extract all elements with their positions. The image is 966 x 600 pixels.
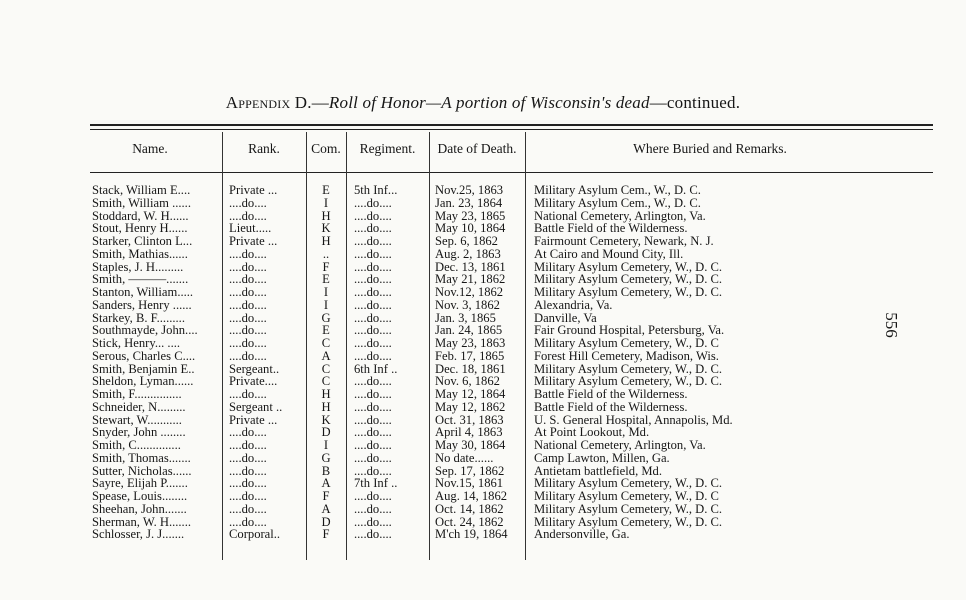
cell-rank: ....do.... [229,348,267,363]
cell-com: H [321,234,331,248]
cell-date: May 12, 1864 [435,387,506,401]
header-name: Name. [132,141,168,156]
cell-date: Jan. 24, 1865 [435,323,503,338]
cell-name: Schlosser, J. J....... [92,527,185,542]
cell-date: Sep. 17, 1862 [435,463,505,478]
cell-name: Stack, William E.... [92,183,191,197]
cell-regiment: ....do.... [354,285,392,299]
header-regiment: Regiment. [359,141,416,156]
cell-name: Staples, J. H......... [92,259,184,274]
header-rank: Rank. [248,141,280,156]
cell-com: G [321,310,331,325]
cell-com: H [321,387,331,401]
cell-rank: ....do.... [229,463,267,478]
cell-buried: At Cairo and Mound City, Ill. [534,246,684,261]
cell-com: C [321,361,331,376]
cell-date: May 23, 1865 [435,208,506,223]
cell-rank: Corporal.. [229,527,281,542]
cell-buried: Fair Ground Hospital, Petersburg, Va. [534,323,725,338]
cell-date: Sep. 6, 1862 [435,234,498,248]
cell-regiment: 6th Inf .. [354,361,398,376]
cell-date: No date...... [435,450,494,465]
cell-name: Smith, ———....... [92,272,189,287]
cell-buried: Military Asylum Cemetery, W., D. C. [534,514,723,529]
cell-buried: Military Asylum Cemetery, W., D. C. [534,501,723,516]
cell-name: Sutter, Nicholas...... [92,463,192,478]
header-buried: Where Buried and Remarks. [633,141,787,156]
cell-date: May 10, 1864 [435,221,506,236]
cell-rank: ....do.... [229,259,267,274]
table-row [0,528,966,541]
cell-com: A [321,348,331,363]
cell-rank: Private ... [229,412,278,427]
cell-name: Sayre, Elijah P....... [92,476,188,491]
cell-buried: Military Asylum Cem., W., D. C. [534,183,701,197]
cell-buried: Camp Lawton, Millen, Ga. [534,450,670,465]
cell-name: Spease, Louis........ [92,489,188,503]
cell-date: M'ch 19, 1864 [435,527,508,542]
table-row [0,337,966,350]
cell-date: Dec. 13, 1861 [435,259,506,274]
header-rule [90,172,933,173]
cell-name: Sheldon, Lyman...... [92,374,194,389]
cell-rank: ....do.... [229,246,267,261]
cell-regiment: 5th Inf... [354,183,398,197]
cell-regiment: ....do.... [354,450,392,465]
header-date: Date of Death. [437,141,517,156]
cell-name: Sherman, W. H....... [92,514,191,529]
cell-buried: Military Asylum Cemetery, W., D. C. [534,285,723,299]
cell-rank: Sergeant.. [229,361,280,376]
cell-buried: Military Asylum Cemetery, W., D. C. [534,361,723,376]
cell-name: Southmayde, John.... [92,323,198,338]
cell-com: F [322,259,330,274]
cell-buried: Forest Hill Cemetery, Madison, Wis. [534,348,719,363]
cell-buried: Military Asylum Cemetery, W., D. C [534,336,719,350]
cell-rank: Lieut..... [229,221,272,236]
top-double-rule-inner [90,129,933,130]
cell-com: C [321,374,331,389]
cell-name: Serous, Charles C.... [92,348,196,363]
cell-buried: At Point Lookout, Md. [534,425,650,440]
cell-buried: Alexandria, Va. [534,297,613,312]
cell-name: Smith, C.............. [92,438,181,452]
cell-rank: ....do.... [229,323,267,338]
cell-com: E [322,323,330,338]
cell-name: Sanders, Henry ...... [92,297,192,312]
cell-buried: Battle Field of the Wilderness. [534,221,688,236]
cell-rank: ....do.... [229,476,267,491]
cell-buried: Military Asylum Cemetery, W., D. C. [534,272,723,287]
cell-buried: Military Asylum Cemetery, W., D. C. [534,374,723,389]
cell-rank: ....do.... [229,387,267,401]
cell-date: Nov.25, 1863 [435,183,504,197]
cell-date: May 21, 1862 [435,272,506,287]
cell-com: G [321,450,331,465]
cell-date: May 30, 1864 [435,438,506,452]
cell-regiment: ....do.... [354,514,392,529]
cell-rank: Private ... [229,183,278,197]
cell-regiment: ....do.... [354,425,392,440]
cell-regiment: ....do.... [354,438,392,452]
cell-com: A [321,501,331,516]
cell-com: K [321,221,331,236]
page-number: 556 [881,312,901,338]
cell-com: I [323,297,329,312]
cell-name: Stewart, W........... [92,412,182,427]
cell-rank: ....do.... [229,501,267,516]
table-row [0,197,966,210]
cell-regiment: ....do.... [354,412,392,427]
cell-name: Stoddard, W. H...... [92,208,189,223]
cell-name: Smith, Mathias...... [92,246,188,261]
cell-regiment: ....do.... [354,272,392,287]
cell-rank: ....do.... [229,336,267,350]
cell-buried: Military Asylum Cemetery, W., D. C [534,489,719,503]
cell-date: Dec. 18, 1861 [435,361,506,376]
cell-regiment: ....do.... [354,208,392,223]
title-prefix: Appendix D. [225,93,312,112]
cell-date: Oct. 14, 1862 [435,501,504,516]
cell-com: .. [322,246,330,261]
cell-com: C [321,336,331,350]
table-row [0,439,966,452]
table-row [0,503,966,516]
cell-com: I [323,438,329,452]
cell-buried: Battle Field of the Wilderness. [534,387,688,401]
cell-name: Snyder, John ........ [92,425,186,440]
cell-regiment: ....do.... [354,348,392,363]
cell-rank: ....do.... [229,272,267,287]
cell-regiment: 7th Inf .. [354,476,398,491]
roll-table-body [0,184,966,541]
cell-date: Jan. 3, 1865 [435,310,496,325]
cell-date: Aug. 14, 1862 [435,489,508,503]
title-italic: Roll of Honor—A portion of Wisconsin's dead [328,93,650,112]
table-row [0,350,966,363]
cell-name: Starker, Clinton L... [92,234,193,248]
cell-regiment: ....do.... [354,399,392,414]
cell-com: E [322,272,330,287]
cell-com: F [322,489,330,503]
cell-buried: National Cemetery, Arlington, Va. [534,438,706,452]
cell-date: Jan. 23, 1864 [435,195,503,210]
cell-name: Smith, William ...... [92,195,191,210]
cell-date: Oct. 31, 1863 [435,412,504,427]
cell-date: Nov.12, 1862 [435,285,504,299]
header-com: Com. [311,141,341,156]
cell-com: D [321,425,331,440]
cell-com: I [323,285,329,299]
cell-name: Smith, Thomas....... [92,450,191,465]
cell-com: D [321,514,331,529]
table-row [0,184,966,197]
cell-rank: ....do.... [229,208,267,223]
cell-regiment: ....do.... [354,297,392,312]
cell-buried: Military Asylum Cem., W., D. C. [534,195,701,210]
cell-rank: ....do.... [229,285,267,299]
cell-regiment: ....do.... [354,246,392,261]
cell-name: Stanton, William..... [92,285,194,299]
cell-com: F [322,527,330,542]
cell-buried: Antietam battlefield, Md. [534,463,663,478]
cell-regiment: ....do.... [354,234,392,248]
cell-regiment: ....do.... [354,527,392,542]
cell-regiment: ....do.... [354,489,392,503]
table-row [0,248,966,261]
cell-regiment: ....do.... [354,259,392,274]
cell-com: A [321,476,331,491]
cell-name: Schneider, N......... [92,399,186,414]
cell-rank: ....do.... [229,438,267,452]
cell-regiment: ....do.... [354,387,392,401]
cell-name: Smith, Benjamin E.. [92,361,195,376]
cell-date: Aug. 2, 1863 [435,246,501,261]
cell-regiment: ....do.... [354,336,392,350]
cell-buried: Battle Field of the Wilderness. [534,399,688,414]
cell-rank: ....do.... [229,297,267,312]
cell-regiment: ....do.... [354,323,392,338]
cell-date: Nov.15, 1861 [435,476,504,491]
cell-buried: U. S. General Hospital, Annapolis, Md. [534,412,733,427]
cell-regiment: ....do.... [354,310,392,325]
table-row [0,452,966,465]
cell-rank: ....do.... [229,425,267,440]
table-row [0,490,966,503]
cell-date: May 12, 1862 [435,399,506,414]
cell-com: K [321,412,331,427]
cell-com: H [321,399,331,414]
cell-regiment: ....do.... [354,195,392,210]
title-suffix: —continued. [649,93,741,112]
cell-regiment: ....do.... [354,501,392,516]
cell-regiment: ....do.... [354,221,392,236]
cell-rank: ....do.... [229,195,267,210]
cell-name: Smith, F............... [92,387,182,401]
cell-com: E [322,183,330,197]
cell-buried: Andersonville, Ga. [534,527,630,542]
title-dash: — [311,93,329,112]
cell-name: Stout, Henry H...... [92,221,188,236]
cell-rank: ....do.... [229,310,267,325]
cell-rank: ....do.... [229,450,267,465]
cell-name: Starkey, B. F......... [92,310,185,325]
page-title [0,93,966,113]
cell-date: Feb. 17, 1865 [435,348,505,363]
cell-rank: Private.... [229,374,278,389]
cell-date: Oct. 24, 1862 [435,514,504,529]
cell-buried: Military Asylum Cemetery, W., D. C. [534,476,723,491]
cell-com: I [323,195,329,210]
top-double-rule [90,124,933,126]
cell-date: Nov. 6, 1862 [435,374,500,389]
table-row [0,299,966,312]
table-row [0,388,966,401]
cell-rank: Private ... [229,234,278,248]
table-row [0,401,966,414]
cell-rank: Sergeant .. [229,399,283,414]
cell-com: H [321,208,331,223]
cell-buried: Military Asylum Cemetery, W., D. C. [534,259,723,274]
cell-regiment: ....do.... [354,374,392,389]
cell-com: B [321,463,331,478]
cell-regiment: ....do.... [354,463,392,478]
cell-rank: ....do.... [229,514,267,529]
cell-name: Sheehan, John....... [92,501,187,516]
cell-date: Nov. 3, 1862 [435,297,500,312]
cell-buried: Fairmount Cemetery, Newark, N. J. [534,234,714,248]
table-row [0,235,966,248]
cell-date: May 23, 1863 [435,336,506,350]
cell-buried: Danville, Va [534,310,597,325]
cell-name: Stick, Henry... .... [92,336,181,350]
cell-rank: ....do.... [229,489,267,503]
cell-date: April 4, 1863 [435,425,503,440]
cell-buried: National Cemetery, Arlington, Va. [534,208,706,223]
table-row [0,286,966,299]
